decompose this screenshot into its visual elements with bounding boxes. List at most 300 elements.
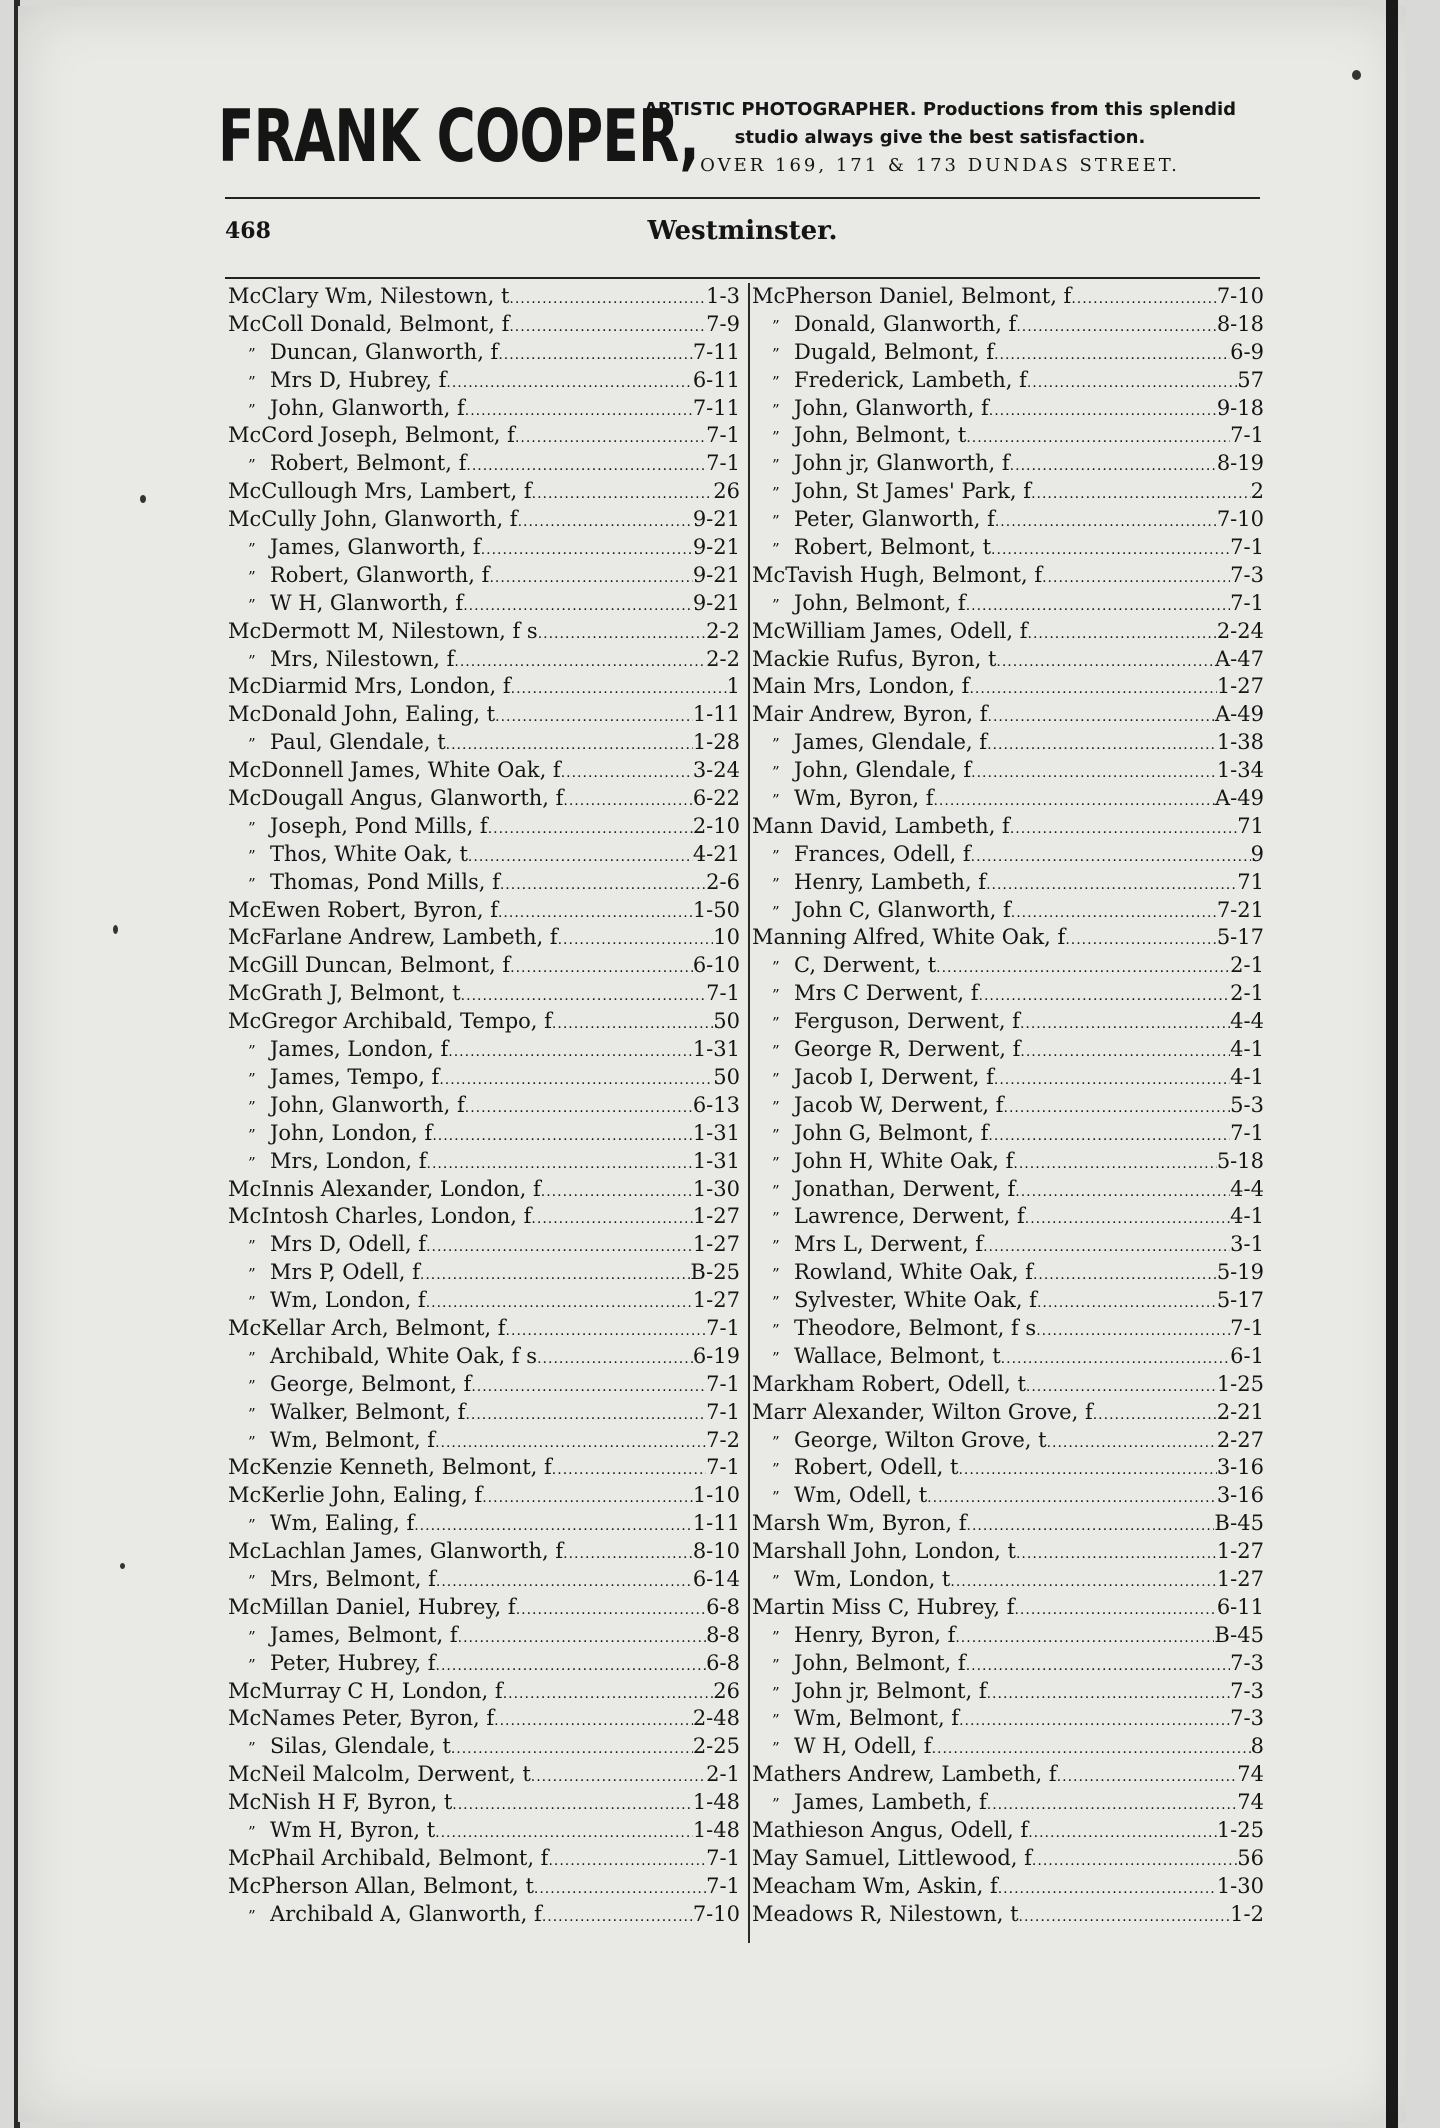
entry-name: Archibald A, Glanworth, f	[270, 1901, 542, 1926]
entry-name: McDermott M, Nilestown, f s	[228, 618, 538, 643]
directory-entry	[752, 1427, 1264, 1455]
entry-location: A-49	[1215, 702, 1264, 727]
dot-leader	[506, 1315, 707, 1343]
directory-entry	[228, 1510, 740, 1538]
dot-leader	[983, 1231, 1230, 1259]
directory-entry	[228, 785, 740, 813]
entry-location: 74	[1237, 1762, 1264, 1787]
entry-name: James, Glanworth, f	[270, 535, 481, 560]
entry-name: Frederick, Lambeth, f	[794, 367, 1027, 392]
ditto-mark: ”	[772, 763, 780, 782]
directory-entry	[752, 1901, 1264, 1929]
dot-leader	[987, 729, 1217, 757]
dot-leader	[996, 646, 1215, 674]
advertisement	[218, 90, 1258, 190]
entry-location: 4-1	[1230, 1064, 1264, 1089]
entry-name: McClary Wm, Nilestown, t	[228, 284, 510, 308]
ditto-mark: ”	[772, 595, 780, 614]
ditto-mark: ”	[772, 1153, 780, 1172]
dot-leader	[503, 1678, 714, 1706]
entry-location: 1-27	[1216, 674, 1264, 699]
dot-leader	[500, 869, 706, 897]
dot-leader	[495, 701, 693, 729]
entry-location: 7-1	[706, 1371, 740, 1396]
entry-location: 3-1	[1230, 1232, 1264, 1257]
dot-leader	[448, 1036, 693, 1064]
dot-leader	[481, 534, 693, 562]
dot-leader	[516, 1594, 706, 1622]
directory-entry	[752, 1036, 1264, 1064]
entry-location: 8-10	[692, 1539, 740, 1564]
ditto-mark: ”	[248, 1125, 256, 1144]
directory-entry	[752, 339, 1264, 367]
dot-leader	[548, 1845, 706, 1873]
dot-leader	[436, 1650, 707, 1678]
entry-name: George, Belmont, f	[270, 1371, 472, 1396]
dot-leader	[991, 534, 1230, 562]
directory-entry	[752, 618, 1264, 646]
dot-leader	[435, 1817, 693, 1845]
directory-entry	[228, 311, 740, 339]
entry-location: 7-3	[1230, 1706, 1264, 1731]
dot-leader	[936, 952, 1230, 980]
dot-leader	[971, 757, 1217, 785]
dot-leader	[966, 422, 1230, 450]
entry-location: 5-3	[1230, 1092, 1264, 1117]
entry-name: Joseph, Pond Mills, f	[270, 813, 488, 838]
entry-location: 6-22	[692, 786, 740, 811]
entry-name: Wm, Ealing, f	[270, 1511, 415, 1536]
directory-entry	[752, 701, 1264, 729]
entry-name: Mrs, Belmont, f	[270, 1566, 436, 1591]
entry-name: John C, Glanworth, f	[794, 897, 1011, 922]
header-rule-top	[225, 197, 1260, 199]
dot-leader	[552, 1454, 706, 1482]
directory-entry	[228, 478, 740, 506]
entry-location: 1-28	[692, 730, 740, 755]
ditto-mark: ”	[248, 456, 256, 475]
dot-leader	[426, 1287, 693, 1315]
directory-entry	[752, 813, 1264, 841]
dot-leader	[1028, 1817, 1217, 1845]
directory-entry	[752, 785, 1264, 813]
directory-entry	[228, 283, 740, 311]
dot-leader	[958, 1454, 1216, 1482]
entry-name: John, St James' Park, f	[794, 479, 1032, 504]
entry-name: McGrath J, Belmont, t	[228, 981, 461, 1006]
ditto-mark: ”	[772, 400, 780, 419]
entry-name: McNames Peter, Byron, f	[228, 1706, 495, 1731]
entry-name: McDonnell James, White Oak, f	[228, 758, 561, 783]
entry-location: 1-31	[692, 1037, 740, 1062]
directory-entry	[752, 1789, 1264, 1817]
entry-name: John, Belmont, f	[794, 1650, 966, 1675]
entry-location: 7-11	[692, 395, 740, 420]
directory-entry	[752, 1594, 1264, 1622]
dot-leader	[531, 1203, 692, 1231]
dot-leader	[969, 673, 1216, 701]
entry-location: 6-19	[692, 1343, 740, 1368]
entry-name: Dugald, Belmont, f	[794, 339, 995, 364]
entry-location: 1-27	[1216, 1566, 1264, 1591]
entry-name: Robert, Belmont, t	[794, 535, 992, 560]
directory-entry	[752, 1873, 1264, 1901]
dot-leader	[461, 980, 707, 1008]
entry-name: McDiarmid Mrs, London, f	[228, 674, 511, 699]
entry-name: C, Derwent, t	[794, 953, 937, 978]
directory-entry	[228, 450, 740, 478]
scan-speck	[113, 925, 118, 934]
entry-location: 7-2	[706, 1427, 740, 1452]
entry-name: Duncan, Glanworth, f	[270, 339, 499, 364]
directory-entry	[228, 590, 740, 618]
directory-entry	[752, 1259, 1264, 1287]
entry-location: 1-2	[1230, 1901, 1264, 1926]
dot-leader	[1071, 283, 1216, 311]
ditto-mark: ”	[248, 1237, 256, 1256]
dot-leader	[1065, 924, 1217, 952]
entry-location: 6-10	[692, 953, 740, 978]
entry-name: Meacham Wm, Askin, f	[752, 1873, 998, 1898]
entry-location: 56	[1237, 1845, 1264, 1870]
ditto-mark: ”	[772, 1571, 780, 1590]
entry-location: 71	[1237, 813, 1264, 838]
dot-leader	[1033, 1259, 1217, 1287]
entry-name: Robert, Belmont, f	[270, 451, 467, 476]
ditto-mark: ”	[248, 1042, 256, 1061]
scan-speck	[1352, 70, 1361, 80]
entry-name: Mrs D, Odell, f	[270, 1232, 427, 1257]
entry-location: 5-17	[1216, 925, 1264, 950]
entry-location: 7-1	[706, 1455, 740, 1480]
entry-location: B-25	[690, 1260, 740, 1285]
entry-location: 7-9	[706, 311, 740, 336]
entry-name: Manning Alfred, White Oak, f	[752, 925, 1066, 950]
entry-location: A-49	[1215, 786, 1264, 811]
directory-entry	[228, 1705, 740, 1733]
dot-leader	[955, 1622, 1214, 1650]
ditto-mark: ”	[772, 1125, 780, 1144]
entry-location: 10	[713, 925, 740, 950]
directory-entry	[228, 562, 740, 590]
directory-entry	[228, 1538, 740, 1566]
ditto-mark: ”	[248, 540, 256, 559]
entry-location: 1-34	[1216, 758, 1264, 783]
directory-entry	[752, 1761, 1264, 1789]
dot-leader	[509, 311, 706, 339]
directory-entry	[752, 924, 1264, 952]
directory-entry	[752, 1845, 1264, 1873]
directory-entry	[752, 422, 1264, 450]
entry-name: Wm, Byron, f	[794, 786, 934, 811]
entry-name: John, Belmont, t	[794, 423, 967, 448]
directory-entry	[228, 1371, 740, 1399]
entry-location: B-45	[1214, 1622, 1264, 1647]
entry-name: Theodore, Belmont, f s	[794, 1315, 1037, 1340]
entry-name: McKenzie Kenneth, Belmont, f	[228, 1455, 552, 1480]
directory-entry	[752, 1203, 1264, 1231]
directory-entry	[752, 1287, 1264, 1315]
directory-entry	[228, 1036, 740, 1064]
entry-location: 50	[713, 1009, 740, 1034]
ditto-mark: ”	[772, 902, 780, 921]
entry-name: McGregor Archibald, Tempo, f	[228, 1009, 552, 1034]
entry-location: 1	[726, 674, 740, 699]
page-number: 468	[225, 218, 271, 244]
entry-name: Henry, Lambeth, f	[794, 869, 987, 894]
entry-name: Wm, London, t	[794, 1566, 951, 1591]
entry-name: Wallace, Belmont, t	[794, 1343, 1001, 1368]
entry-name: Marshall John, London, t	[752, 1539, 1016, 1564]
directory-entry	[752, 1399, 1264, 1427]
entry-name: James, London, f	[270, 1037, 449, 1062]
ditto-mark: ”	[248, 372, 256, 391]
entry-location: 9-21	[692, 535, 740, 560]
entry-location: 7-10	[1216, 284, 1264, 308]
entry-name: John, Glendale, f	[794, 758, 972, 783]
entry-location: 2-10	[692, 813, 740, 838]
entry-location: 8-19	[1216, 451, 1264, 476]
entry-name: McGill Duncan, Belmont, f	[228, 953, 511, 978]
entry-location: 7-1	[706, 981, 740, 1006]
ditto-mark: ”	[772, 316, 780, 335]
dot-leader	[534, 1873, 706, 1901]
directory-entry	[228, 729, 740, 757]
dot-leader	[451, 1733, 693, 1761]
entry-name: Marr Alexander, Wilton Grove, f	[752, 1399, 1093, 1424]
dot-leader	[436, 1566, 693, 1594]
entry-location: 1-11	[692, 1511, 740, 1536]
dot-leader	[531, 1761, 706, 1789]
entry-name: James, Belmont, f	[270, 1622, 458, 1647]
entry-location: 6-9	[1230, 339, 1264, 364]
directory-entry	[228, 1817, 740, 1845]
entry-location: 2-27	[1216, 1427, 1264, 1452]
entry-name: McKerlie John, Ealing, f	[228, 1483, 483, 1508]
directory-entry	[228, 367, 740, 395]
dot-leader	[979, 980, 1231, 1008]
dot-leader	[1057, 1761, 1238, 1789]
directory-entry	[752, 1008, 1264, 1036]
entry-location: 3-16	[1216, 1483, 1264, 1508]
directory-entry	[752, 952, 1264, 980]
directory-entry	[752, 980, 1264, 1008]
dot-leader	[489, 562, 692, 590]
dot-leader	[452, 1789, 693, 1817]
entry-name: McWilliam James, Odell, f	[752, 618, 1028, 643]
entry-name: George, Wilton Grove, t	[794, 1427, 1047, 1452]
ditto-mark: ”	[772, 1627, 780, 1646]
ditto-mark: ”	[772, 1683, 780, 1702]
dot-leader	[1031, 478, 1251, 506]
directory-entry	[752, 1566, 1264, 1594]
entry-name: McCully John, Glanworth, f	[228, 507, 518, 532]
directory-entry	[228, 1008, 740, 1036]
directory-entry	[752, 1176, 1264, 1204]
entry-name: Marsh Wm, Byron, f	[752, 1511, 967, 1536]
entry-name: Robert, Odell, t	[794, 1455, 959, 1480]
ditto-mark: ”	[248, 1627, 256, 1646]
entry-name: McCullough Mrs, Lambert, f	[228, 479, 532, 504]
entry-name: James, Lambeth, f	[794, 1790, 987, 1815]
entry-name: McKellar Arch, Belmont, f	[228, 1315, 506, 1340]
dot-leader	[414, 1510, 693, 1538]
ditto-mark: ”	[772, 1265, 780, 1284]
ditto-mark: ”	[772, 1460, 780, 1479]
entry-name: Mrs P, Odell, f	[270, 1260, 420, 1285]
dot-leader	[1014, 1594, 1216, 1622]
entry-location: 9-21	[692, 590, 740, 615]
entry-name: John jr, Glanworth, f	[794, 451, 1010, 476]
entry-location: 1-38	[1216, 730, 1264, 755]
dot-leader	[932, 1733, 1251, 1761]
entry-location: 4-1	[1230, 1037, 1264, 1062]
dot-leader	[1025, 1203, 1230, 1231]
ditto-mark: ”	[772, 1795, 780, 1814]
entry-name: McPherson Allan, Belmont, t	[228, 1873, 534, 1898]
ditto-mark: ”	[772, 1655, 780, 1674]
dot-leader	[420, 1259, 690, 1287]
dot-leader	[1016, 311, 1216, 339]
directory-entry	[752, 869, 1264, 897]
dot-leader	[986, 869, 1237, 897]
entry-location: 6-14	[692, 1566, 740, 1591]
entry-location: 7-3	[1230, 1650, 1264, 1675]
dot-leader	[998, 1873, 1217, 1901]
entry-name: McDonald John, Ealing, t	[228, 702, 496, 727]
dot-leader	[468, 841, 693, 869]
directory-entry	[752, 1148, 1264, 1176]
dot-leader	[542, 1901, 693, 1929]
directory-entry	[228, 869, 740, 897]
directory-entry	[752, 478, 1264, 506]
entry-location: 6-11	[1216, 1594, 1264, 1619]
ditto-mark: ”	[248, 874, 256, 893]
dot-leader	[561, 757, 693, 785]
entry-name: Mathers Andrew, Lambeth, f	[752, 1762, 1057, 1787]
entry-name: Meadows R, Nilestown, t	[752, 1901, 1019, 1926]
column-divider	[748, 283, 750, 1943]
directory-entry	[752, 1817, 1264, 1845]
dot-leader	[471, 1371, 706, 1399]
directory-entry	[752, 311, 1264, 339]
dot-leader	[454, 646, 706, 674]
dot-leader	[967, 1510, 1215, 1538]
advertisement-line-1: ARTISTIC PHOTOGRAPHER. Productions from this splendid	[643, 99, 1237, 120]
directory-entry	[228, 1566, 740, 1594]
entry-name: Wm H, Byron, t	[270, 1817, 436, 1842]
entry-location: 9-21	[692, 562, 740, 587]
entry-name: John, Belmont, f	[794, 590, 966, 615]
ditto-mark: ”	[248, 1739, 256, 1758]
entry-location: 5-18	[1216, 1148, 1264, 1173]
ditto-mark: ”	[772, 791, 780, 810]
entry-name: Mrs D, Hubrey, f	[270, 367, 447, 392]
directory-entry	[752, 367, 1264, 395]
header-rule-bottom	[225, 277, 1260, 279]
entry-name: Main Mrs, London, f	[752, 674, 970, 699]
entry-location: 7-1	[1230, 535, 1264, 560]
directory-entry	[752, 283, 1264, 311]
ditto-mark: ”	[772, 484, 780, 503]
directory-entry	[228, 1845, 740, 1873]
entry-location: 6-1	[1230, 1343, 1264, 1368]
directory-entry	[228, 1148, 740, 1176]
directory-entry	[228, 1064, 740, 1092]
directory-entry	[752, 534, 1264, 562]
dot-leader	[966, 1650, 1230, 1678]
entry-location: 6-13	[692, 1092, 740, 1117]
directory-entry	[752, 1650, 1264, 1678]
entry-name: Mrs, Nilestown, f	[270, 646, 455, 671]
directory-entry	[228, 1650, 740, 1678]
dot-leader	[439, 1064, 713, 1092]
ditto-mark: ”	[772, 1237, 780, 1256]
entry-location: 7-10	[1216, 507, 1264, 532]
dot-leader	[959, 1705, 1230, 1733]
directory-entry	[752, 1538, 1264, 1566]
entry-name: Lawrence, Derwent, f	[794, 1204, 1025, 1229]
dot-leader	[1015, 1176, 1230, 1204]
directory-entry	[752, 1343, 1264, 1371]
entry-location: 5-17	[1216, 1288, 1264, 1313]
entry-location: 2-25	[692, 1734, 740, 1759]
entry-location: 2	[1250, 479, 1264, 504]
entry-location: 6-8	[706, 1650, 740, 1675]
dot-leader	[465, 395, 693, 423]
dot-leader	[563, 785, 692, 813]
entry-location: 1-48	[692, 1817, 740, 1842]
entry-name: James, Tempo, f	[270, 1064, 440, 1089]
ditto-mark: ”	[248, 1348, 256, 1367]
entry-name: McFarlane Andrew, Lambeth, f	[228, 925, 558, 950]
entry-name: John, Glanworth, f	[270, 1092, 465, 1117]
ditto-mark: ”	[772, 1069, 780, 1088]
dot-leader	[1013, 1148, 1216, 1176]
entry-location: 1-3	[706, 284, 740, 308]
entry-name: McMurray C H, London, f	[228, 1678, 503, 1703]
directory-entry	[752, 395, 1264, 423]
directory-entry	[228, 339, 740, 367]
entry-name: McInnis Alexander, London, f	[228, 1176, 541, 1201]
dot-leader	[966, 590, 1230, 618]
entry-name: McColl Donald, Belmont, f	[228, 311, 510, 336]
dot-leader	[465, 1399, 706, 1427]
entry-location: 1-30	[692, 1176, 740, 1201]
entry-location: 7-1	[1230, 423, 1264, 448]
dot-leader	[465, 1092, 693, 1120]
dot-leader	[466, 450, 706, 478]
directory-entry	[228, 506, 740, 534]
entry-name: Henry, Byron, f	[794, 1622, 956, 1647]
entry-name: Jonathan, Derwent, f	[794, 1176, 1016, 1201]
dot-leader	[1020, 1036, 1230, 1064]
directory-entry	[228, 1873, 740, 1901]
entry-name: Mrs L, Derwent, f	[794, 1232, 984, 1257]
ditto-mark: ”	[248, 651, 256, 670]
entry-location: 7-21	[1216, 897, 1264, 922]
dot-leader	[933, 785, 1215, 813]
directory-entry	[752, 897, 1264, 925]
entry-location: 8-8	[706, 1622, 740, 1647]
entry-location: 1-27	[692, 1232, 740, 1257]
dot-leader	[988, 701, 1216, 729]
ditto-mark: ”	[772, 344, 780, 363]
dot-leader	[427, 1148, 693, 1176]
entry-name: Walker, Belmont, f	[270, 1399, 466, 1424]
entry-location: 4-4	[1230, 1176, 1264, 1201]
entry-name: Wm, London, f	[270, 1288, 426, 1313]
